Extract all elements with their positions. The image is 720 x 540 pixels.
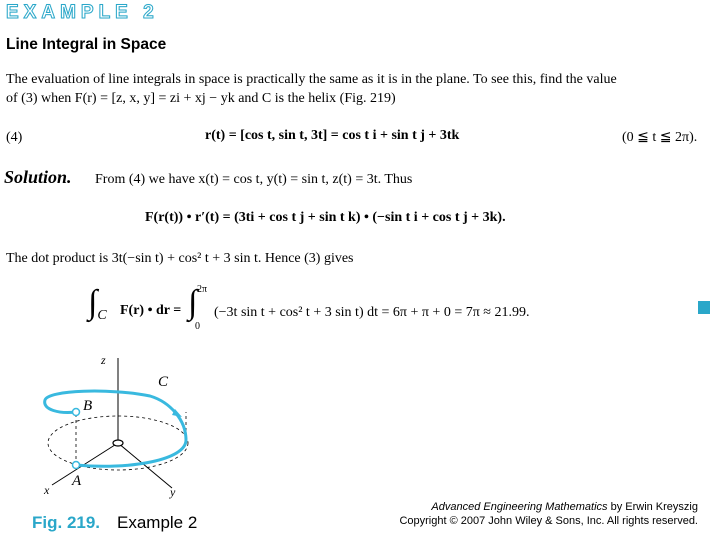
dot-product-equation: F(r(t)) • r′(t) = (3ti + cos t j + sin t k) • (−sin t i + cos t j + 3k).: [145, 210, 506, 225]
section-title: Line Integral in Space: [6, 36, 167, 53]
copyright-line: Copyright © 2007 John Wiley & Sons, Inc. All rights reserved.: [399, 515, 698, 527]
helix-equation: r(t) = [cos t, sin t, 3t] = cos t i + sin t j + 3tk: [205, 128, 460, 143]
point-a: [73, 462, 80, 469]
parameter-range: (0 ≦ t ≦ 2π).: [622, 130, 698, 145]
integral-lhs: F(r) • dr =: [120, 303, 182, 318]
point-a-label: A: [72, 473, 82, 489]
book-title: Advanced Engineering Mathematics: [431, 501, 608, 513]
integral-sign-left: ∫C: [88, 284, 107, 323]
solution-label: Solution.: [4, 167, 72, 187]
integral-lower-limit: 0: [195, 321, 200, 332]
curve-c-label: C: [158, 374, 169, 390]
origin-marker: [113, 440, 123, 446]
equation-number: (4): [6, 130, 23, 145]
author-byline: by Erwin Kreyszig: [607, 501, 698, 513]
integral-sign-right: ∫: [188, 284, 198, 321]
helix-curve: [45, 391, 186, 466]
figure-number: Fig. 219.: [32, 513, 101, 532]
intro-line-1: The evaluation of line integrals in space is practically the same as it is in the plane. To see this, find the value: [6, 72, 617, 87]
point-b: [73, 409, 80, 416]
figure-title: Example 2: [117, 513, 198, 532]
end-of-proof-square: [698, 301, 710, 314]
integral-rhs: (−3t sin t + cos² t + 3 sin t) dt = 6π + π + 0 = 7π ≈ 21.99.: [214, 305, 530, 320]
x-axis-label: x: [44, 483, 50, 497]
solution-text: From (4) we have x(t) = cos t, y(t) = sin t, z(t) = 3t. Thus: [95, 172, 413, 187]
z-axis-label: z: [101, 353, 106, 367]
x-axis: [52, 443, 118, 485]
point-b-label: B: [83, 398, 93, 414]
copyright-credit: [399, 500, 698, 528]
dot-product-text: The dot product is 3t(−sin t) + cos² t + 3 sin t. Hence (3) gives: [6, 251, 354, 266]
helix-figure: [0, 340, 300, 515]
integral-upper-limit: 2π: [197, 284, 208, 295]
intro-line-2: of (3) when F(r) = [z, x, y] = zi + xj − yk and C is the helix (Fig. 219): [6, 91, 396, 106]
y-axis-label: y: [170, 485, 176, 499]
example-header: EXAMPLE 2: [6, 2, 159, 23]
